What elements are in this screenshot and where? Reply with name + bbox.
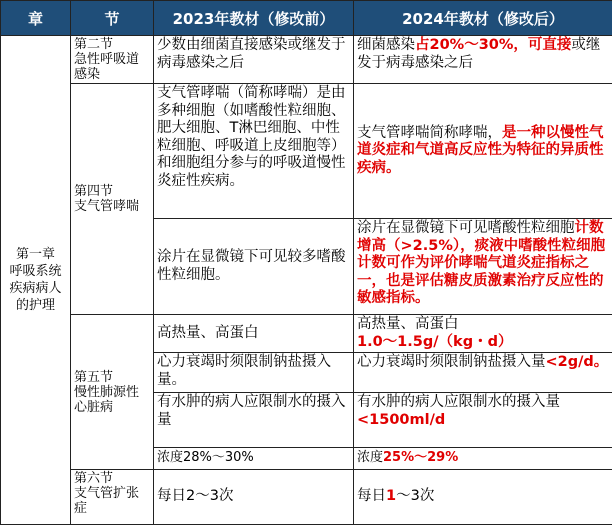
new-text-cell <box>354 315 612 353</box>
new-text: 支气管哮喘简称哮喘， <box>357 124 502 141</box>
section-cell <box>71 84 154 315</box>
changed-text: 25%～29% <box>383 450 459 465</box>
new-text-cell <box>354 36 612 84</box>
new-text-cell <box>354 219 612 315</box>
new-text-cell <box>354 353 612 393</box>
old-text-cell: 支气管哮喘（简称哮喘）是由多种细胞（如嗜酸性粒细胞、肥大细胞、T淋巴细胞、中性粒细胞、呼吸道上皮细胞等）和细胞组分参与的呼吸道慢性炎症性疾病。 <box>154 84 354 219</box>
new-text: ～3次 <box>396 488 435 505</box>
changed-text: 占20%～30%，可直接 <box>415 37 572 53</box>
old-text-cell: 有水肿的病人应限制水的摄入量 <box>154 393 354 448</box>
header-chapter: 章 <box>1 1 71 36</box>
section-line: 急性呼吸道 <box>74 52 140 67</box>
section-line: 心脏病 <box>74 399 114 415</box>
changed-text: <2g/d。 <box>545 354 609 370</box>
chapter-cell <box>1 36 71 525</box>
section-line: 支气管哮喘 <box>74 199 140 214</box>
header-2023-old: 2023年教材（修改前） <box>154 1 354 36</box>
header-section: 节 <box>71 1 154 36</box>
new-text-cell <box>354 84 612 219</box>
new-text-cell <box>354 448 612 470</box>
new-text-cell <box>354 393 612 448</box>
header-2024-new: 2024年教材（修改后） <box>354 1 612 36</box>
new-text: 高热量、高蛋白 <box>357 316 459 332</box>
changed-text: 是一种以慢性气道炎症和气道高反应性为特征的异质性疾病。 <box>357 124 604 176</box>
section-line: 第五节 <box>74 369 114 385</box>
section-line: 感染 <box>74 67 101 82</box>
new-text: 或继发于病毒感染之后 <box>357 37 601 71</box>
old-text-cell: 少数由细菌直接感染或继发于病毒感染之后 <box>154 36 354 84</box>
section-line: 第六节 <box>74 471 114 486</box>
new-text: 有水肿的病人应限制水的摄入量 <box>357 394 560 410</box>
new-text-cell <box>354 470 612 525</box>
chapter-line: 的护理 <box>15 298 55 313</box>
chapter-line: 疾病病人 <box>9 281 62 296</box>
section-line: 症 <box>74 501 88 516</box>
section-cell <box>71 36 154 84</box>
table-row <box>1 315 612 353</box>
new-text: 细菌感染 <box>357 37 415 53</box>
section-line: 支气管扩张 <box>74 486 140 501</box>
new-text: 涂片在显微镜下可见嗜酸性粒细胞 <box>357 220 575 236</box>
new-text: 心力衰竭时须限制钠盐摄入量 <box>357 354 546 370</box>
changed-text: 1 <box>386 488 397 505</box>
chapter-line: 呼吸系统 <box>9 264 62 279</box>
old-text-cell: 心力衰竭时须限制钠盐摄入量。 <box>154 353 354 393</box>
section-line: 第四节 <box>74 184 114 199</box>
changed-text: 1.0～1.5g/（kg・d） <box>357 333 513 350</box>
section-line: 慢性肺源性 <box>74 384 140 400</box>
table-row <box>1 36 612 84</box>
changed-text: 计数增高（>2.5%），痰液中嗜酸性粒细胞计数可作为评价哮喘气道炎症指标之一，也是评估糖皮质激素治疗反应性的敏感指标。 <box>357 220 606 306</box>
new-text: 浓度 <box>357 450 384 465</box>
new-text: 每日 <box>357 488 386 505</box>
old-text-cell: 浓度28%～30% <box>154 448 354 470</box>
header-row <box>1 1 612 36</box>
section-cell <box>71 470 154 525</box>
table-row <box>1 470 612 525</box>
old-text-cell: 涂片在显微镜下可见较多嗜酸性粒细胞。 <box>154 219 354 315</box>
chapter-line: 第一章 <box>15 247 55 262</box>
section-cell <box>71 315 154 470</box>
section-line: 第二节 <box>74 37 114 52</box>
old-text-cell: 高热量、高蛋白 <box>154 315 354 353</box>
changed-text: <1500ml/d <box>357 411 446 428</box>
table-row <box>1 84 612 219</box>
old-text-cell: 每日2～3次 <box>154 470 354 525</box>
